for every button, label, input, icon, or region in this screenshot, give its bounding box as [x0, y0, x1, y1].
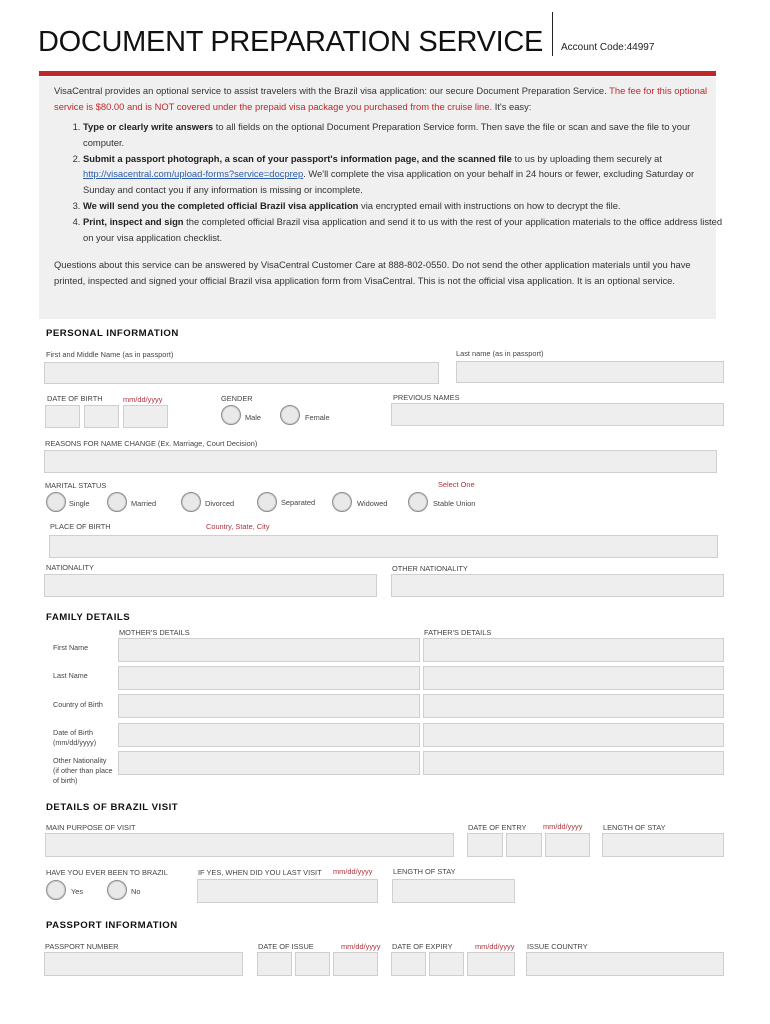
expiry-year-field[interactable]: [467, 952, 515, 976]
passport-number-label: PASSPORT NUMBER: [45, 942, 119, 951]
step-bold: Submit a passport photograph, a scan of your passport's information page, and the scanned file: [83, 152, 512, 164]
step-item: [83, 214, 723, 245]
step-text: the completed official Brazil visa application and send it to us with the rest of your application materials to the office address listed on your visa application checklist.: [83, 216, 723, 243]
nationality-label: NATIONALITY: [46, 563, 94, 572]
passport-number-field[interactable]: [44, 952, 243, 976]
date-of-expiry-label: DATE OF EXPIRY: [392, 942, 453, 951]
male-radio[interactable]: [221, 405, 241, 425]
step-item: [83, 119, 723, 150]
no-label: No: [131, 887, 141, 896]
widowed-label: Widowed: [357, 499, 388, 508]
intro-text: VisaCentral provides an optional service to assist travelers with the Brazil visa application: our secure Document Preparation Service.: [54, 85, 607, 96]
family-first-name-label: First Name: [53, 643, 89, 652]
page-title: DOCUMENT PREPARATION SERVICE: [38, 26, 544, 58]
family-country-label: Country of Birth: [53, 700, 103, 709]
yes-label: Yes: [71, 887, 84, 896]
intro-tail: It's easy:: [494, 100, 532, 112]
last-visit-hint: mm/dd/yyyy: [333, 867, 373, 876]
gender-label: GENDER: [221, 394, 253, 403]
pob-hint: Country, State, City: [206, 522, 270, 531]
reasons-field[interactable]: [44, 450, 717, 473]
entry-month-field[interactable]: [467, 833, 503, 857]
mother-country-field[interactable]: [118, 694, 420, 718]
family-last-name-label: Last Name: [53, 671, 88, 680]
select-one-hint: Select One: [438, 480, 475, 489]
reasons-label: REASONS FOR NAME CHANGE (Ex. Marriage, Court Decision): [45, 439, 258, 448]
length-of-stay-field[interactable]: [602, 833, 724, 857]
father-other-nat-field[interactable]: [423, 751, 724, 775]
issue-month-field[interactable]: [257, 952, 292, 976]
issue-year-field[interactable]: [333, 952, 378, 976]
separated-radio[interactable]: [257, 492, 277, 512]
visit-heading: DETAILS OF BRAZIL VISIT: [46, 802, 179, 813]
step-bold: Print, inspect and sign: [83, 216, 184, 228]
intro-paragraph: [54, 83, 709, 114]
family-other-nat-line: (if other than place: [53, 766, 113, 775]
mother-other-nat-field[interactable]: [118, 751, 420, 775]
date-of-issue-label: DATE OF ISSUE: [258, 942, 314, 951]
divorced-radio[interactable]: [181, 492, 201, 512]
step-bold: Type or clearly write answers: [83, 121, 214, 132]
length-of-stay-2-field[interactable]: [392, 879, 515, 903]
length-of-stay-label: LENGTH OF STAY: [603, 823, 666, 832]
step-text: . We'll complete the visa application on your behalf in 24 hours or fewer, excluding Saturday or Sunday and contact you if any information is missing or incomplete.: [83, 168, 695, 195]
mother-last-name-field[interactable]: [118, 666, 420, 690]
widowed-radio[interactable]: [332, 492, 352, 512]
father-first-name-field[interactable]: [423, 638, 724, 662]
dob-day-field[interactable]: [84, 405, 119, 428]
entry-hint: mm/dd/yyyy: [543, 822, 583, 831]
step-item: [83, 198, 723, 214]
account-code: Account Code:44997: [561, 42, 655, 53]
dob-month-field[interactable]: [45, 405, 80, 428]
family-other-nat-label: [53, 756, 113, 786]
divorced-label: Divorced: [205, 499, 235, 508]
first-middle-field[interactable]: [44, 362, 439, 384]
family-dob-label: [53, 728, 96, 748]
no-radio[interactable]: [107, 880, 127, 900]
father-last-name-field[interactable]: [423, 666, 724, 690]
last-visit-field[interactable]: [197, 879, 378, 903]
entry-day-field[interactable]: [506, 833, 542, 857]
marital-label: MARITAL STATUS: [45, 481, 107, 490]
step-text: to us by uploading them securely at: [514, 152, 662, 164]
step-text: via encrypted email with instructions on how to decrypt the file.: [361, 200, 621, 212]
last-visit-label: IF YES, WHEN DID YOU LAST VISIT: [198, 868, 322, 877]
upload-link[interactable]: http://visacentral.com/upload-forms?service=docprep: [83, 168, 304, 180]
dob-hint: mm/dd/yyyy: [123, 395, 163, 404]
separated-label: Separated: [281, 498, 316, 507]
header-divider: [552, 12, 553, 56]
mother-label: MOTHER'S DETAILS: [119, 628, 190, 637]
issue-country-field[interactable]: [526, 952, 724, 976]
issue-hint: mm/dd/yyyy: [341, 942, 381, 951]
mother-first-name-field[interactable]: [118, 638, 420, 662]
father-dob-field[interactable]: [423, 723, 724, 747]
previous-names-field[interactable]: [391, 403, 724, 426]
personal-heading: PERSONAL INFORMATION: [46, 328, 179, 339]
family-heading: FAMILY DETAILS: [46, 612, 131, 623]
female-radio[interactable]: [280, 405, 300, 425]
dob-label: DATE OF BIRTH: [47, 394, 103, 403]
place-of-birth-field[interactable]: [49, 535, 718, 558]
father-country-field[interactable]: [423, 694, 724, 718]
stable-union-radio[interactable]: [408, 492, 428, 512]
expiry-month-field[interactable]: [391, 952, 426, 976]
father-label: FATHER'S DETAILS: [424, 628, 492, 637]
other-nationality-label: OTHER NATIONALITY: [392, 564, 468, 573]
step-bold: We will send you the completed official Brazil visa application: [83, 200, 359, 212]
family-other-nat-line: of birth): [53, 776, 78, 785]
passport-heading: PASSPORT INFORMATION: [46, 920, 178, 931]
family-dob-format: (mm/dd/yyyy): [53, 738, 97, 747]
family-dob-line: Date of Birth: [53, 728, 93, 737]
date-of-entry-label: DATE OF ENTRY: [468, 823, 527, 832]
place-of-birth-label: PLACE OF BIRTH: [50, 522, 111, 531]
issue-country-label: ISSUE COUNTRY: [527, 942, 588, 951]
issue-day-field[interactable]: [295, 952, 330, 976]
mother-dob-field[interactable]: [118, 723, 420, 747]
family-other-nat-line: Other Nationality: [53, 756, 107, 765]
intro-panel: [39, 77, 723, 319]
dob-year-field[interactable]: [123, 405, 168, 428]
header-rule: [39, 71, 716, 76]
stable-union-label: Stable Union: [433, 499, 476, 508]
other-nationality-field[interactable]: [391, 574, 724, 597]
steps-list: [69, 119, 723, 246]
expiry-day-field[interactable]: [429, 952, 464, 976]
purpose-field[interactable]: [45, 833, 454, 857]
nationality-field[interactable]: [44, 574, 377, 597]
step-text: to all fields on the optional Document Preparation Service form. Then save the file or scan and save the file to your computer.: [83, 121, 691, 148]
length-of-stay-2-label: LENGTH OF STAY: [393, 867, 456, 876]
questions-paragraph: Questions about this service can be answered by VisaCentral Customer Care at 888-802-0550. Do not send the other application materials until you have printed, inspected and signed your official Brazil visa application form from VisaCentral. This is not the official visa application. It is an optional service.: [54, 259, 691, 286]
single-label: Single: [69, 499, 90, 508]
step-item: [83, 151, 723, 198]
female-label: Female: [305, 413, 330, 422]
expiry-hint: mm/dd/yyyy: [475, 942, 515, 951]
fee-notice: The fee for this optional service is $80.00 and is NOT covered under the prepaid visa package you purchased from the cruise line.: [54, 85, 708, 112]
married-radio[interactable]: [107, 492, 127, 512]
married-label: Married: [131, 499, 157, 508]
last-name-field[interactable]: [456, 361, 724, 383]
previous-names-label: PREVIOUS NAMES: [393, 393, 460, 402]
entry-year-field[interactable]: [545, 833, 590, 857]
been-before-label: HAVE YOU EVER BEEN TO BRAZIL: [46, 868, 168, 877]
yes-radio[interactable]: [46, 880, 66, 900]
last-name-label: Last name (as in passport): [456, 349, 544, 358]
first-middle-label: First and Middle Name (as in passport): [46, 350, 174, 359]
male-label: Male: [245, 413, 262, 422]
single-radio[interactable]: [46, 492, 66, 512]
purpose-label: MAIN PURPOSE OF VISIT: [46, 823, 136, 832]
